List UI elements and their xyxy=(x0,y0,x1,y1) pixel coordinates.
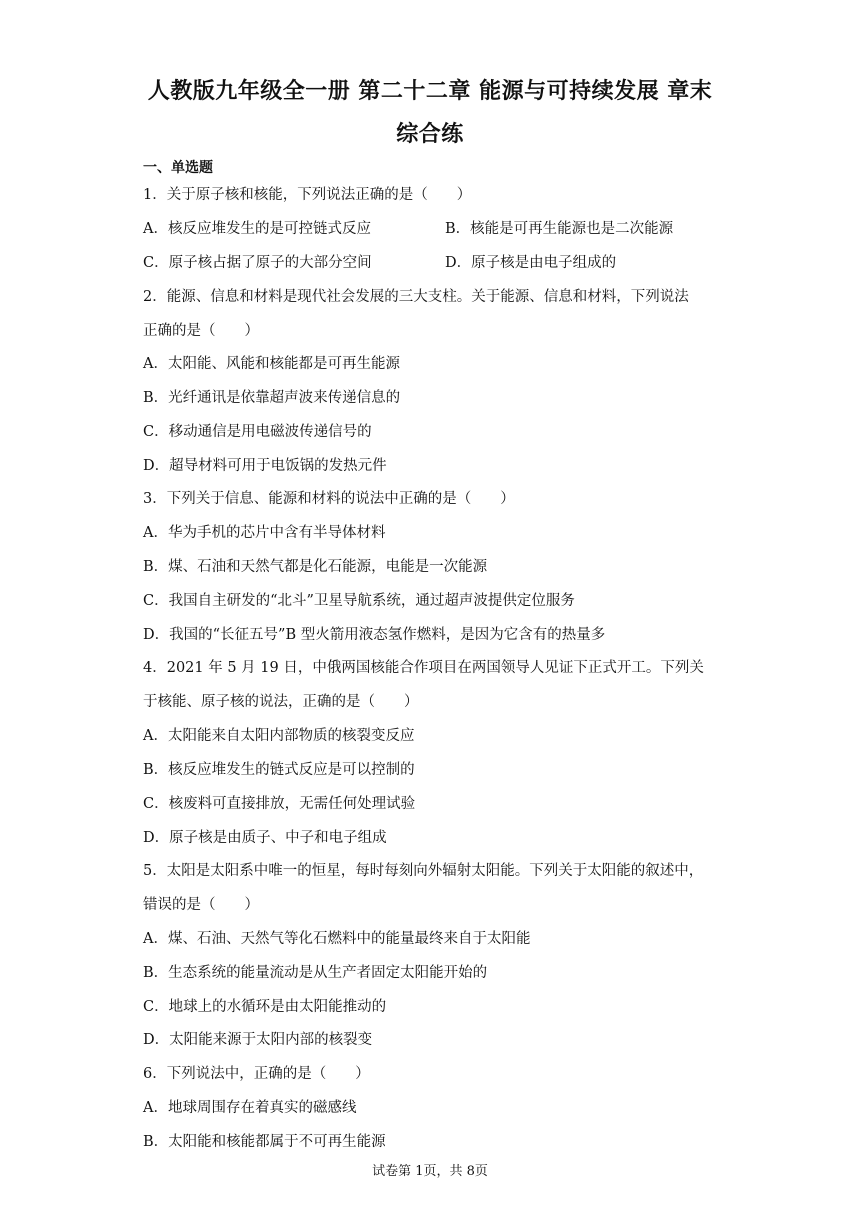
question-5-stem-line-2: 错误的是（ ） xyxy=(143,897,259,913)
question-4-stem-line-2: 于核能、原子核的说法，正确的是（ ） xyxy=(143,694,419,710)
question-3-stem: 3．下列关于信息、能源和材料的说法中正确的是（ ） xyxy=(143,491,515,507)
question-3-option-a: A．华为手机的芯片中含有半导体材料 xyxy=(143,525,386,541)
question-2-option-b: B．光纤通讯是依靠超声波来传递信息的 xyxy=(143,390,401,406)
question-3-option-c: C．我国自主研发的“北斗”卫星导航系统，通过超声波提供定位服务 xyxy=(143,593,575,609)
section-heading: 一、单选题 xyxy=(143,160,213,176)
question-3-option-d: D．我国的“长征五号”B 型火箭用液态氢作燃料，是因为它含有的热量多 xyxy=(143,627,606,643)
question-5-option-a: A．煤、石油、天然气等化石燃料中的能量最终来自于太阳能 xyxy=(143,931,531,947)
question-1-option-d: D．原子核是由电子组成的 xyxy=(445,255,617,271)
page-footer: 试卷第 1页，共 8页 xyxy=(372,1164,488,1179)
question-6-option-b: B．太阳能和核能都属于不可再生能源 xyxy=(143,1134,386,1150)
question-3-option-b: B．煤、石油和天然气都是化石能源，电能是一次能源 xyxy=(143,559,488,575)
question-2-stem-line-2: 正确的是（ ） xyxy=(143,323,259,339)
question-4-option-d: D．原子核是由质子、中子和电子组成 xyxy=(143,830,387,846)
question-2-option-a: A．太阳能、风能和核能都是可再生能源 xyxy=(143,356,400,372)
question-2-stem-line-1: 2．能源、信息和材料是现代社会发展的三大支柱。关于能源、信息和材料，下列说法 xyxy=(143,289,689,305)
question-6-option-a: A．地球周围存在着真实的磁感线 xyxy=(143,1100,357,1116)
question-2-option-c: C．移动通信是用电磁波传递信号的 xyxy=(143,424,372,440)
question-5-option-c: C．地球上的水循环是由太阳能推动的 xyxy=(143,999,387,1015)
question-4-option-b: B．核反应堆发生的链式反应是可以控制的 xyxy=(143,762,415,778)
question-6-stem: 6．下列说法中，正确的是（ ） xyxy=(143,1066,370,1082)
question-4-option-a: A．太阳能来自太阳内部物质的核裂变反应 xyxy=(143,728,415,744)
question-5-stem-line-1: 5．太阳是太阳系中唯一的恒星，每时每刻向外辐射太阳能。下列关于太阳能的叙述中， xyxy=(143,863,704,879)
question-5-option-b: B．生态系统的能量流动是从生产者固定太阳能开始的 xyxy=(143,965,488,981)
question-4-option-c: C．核废料可直接排放，无需任何处理试验 xyxy=(143,796,416,812)
question-1-stem: 1．关于原子核和核能，下列说法正确的是（ ） xyxy=(143,187,472,203)
question-4-stem-line-1: 4．2021 年 5 月 19 日，中俄两国核能合作项目在两国领导人见证下正式开工。下列关 xyxy=(143,660,704,676)
document-title-line-2: 综合练 xyxy=(396,122,464,147)
document-title-line-1: 人教版九年级全一册 第二十二章 能源与可持续发展 章末 xyxy=(147,79,713,104)
question-1-option-c: C．原子核占据了原子的大部分空间 xyxy=(143,255,372,271)
question-2-option-d: D．超导材料可用于电饭锅的发热元件 xyxy=(143,458,387,474)
question-1-option-a: A．核反应堆发生的是可控链式反应 xyxy=(143,221,371,237)
question-1-option-b: B．核能是可再生能源也是二次能源 xyxy=(445,221,674,237)
question-5-option-d: D．太阳能来源于太阳内部的核裂变 xyxy=(143,1032,373,1048)
